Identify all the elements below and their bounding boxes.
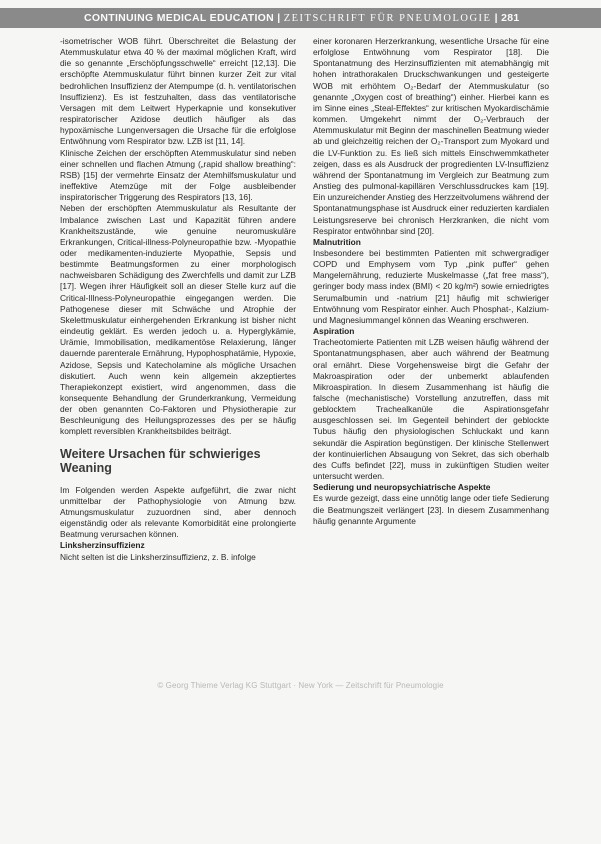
paragraph: einer koronaren Herzerkrankung, wesentliche Ursache für eine erfolglose Entwöhnung vom Respirator [18]. Die Spontanatmung des Herzinsuffizienten mit atemabhängig mit hohen intrathorakalen Druckschwankungen und gesteigerte WOB mit erhöhtem O₂-Bedarf der Atemmuskulatur (so genannte „Oxygen cost of breathing“) einher. Hierbei kann es im Sinne eines „Steal-Effektes“ zur kritischen Myokardischämie kommen. Umgekehrt nimmt der O₂-Verbrauch der Atemmuskulatur mit Beginn der maschinellen Beatmung wieder ab und gleichzeitig reichen der O₂-Transport zum Myokard und die LV-Funktion zu. Es ließ sich mittels Einschwemmkatheter zeigen, dass es als Ausdruck der progredienten LV-Insuffizienz während der Spontanatmung im Vergleich zur Beatmung zum Anstieg des pulmonal-kapillären Verschlussdruckes kam [19]. Ein unzureichender Anstieg des Herzzeitvolumens während der Spontanatmungsphase ist Ausdruck einer reduzierten kardialen Leistungsreserve bei chronisch Herzkranken, die nicht vom Respirator entwöhnbar sind [20].: [313, 36, 549, 236]
paragraph: Tracheotomierte Patienten mit LZB weisen häufig während der Spontanatmungsphasen, aber auch während der Beatmung oral ernährt. Diese Vorgehensweise birgt die Gefahr der Makroaspiration oder der unbemerkt ablaufenden Mikroaspiration. In diesem Zusammenhang ist häufig die falsche (mechanistische) Vorstellung anzutreffen, dass mit geblocktem Trachealkanüle die Aspirationsgefahr ausgeschlossen sei. Im Gegenteil behindert der geblockte Tubus häufig den physiologischen Schluckakt und kann sekundär die Aspiration begünstigen. Der klinische Stellenwert der kontinuierlichen Absaugung von Sekret, das sich oberhalb des Cuffs befindet [22], muss in zukünftigen Studien weiter untersucht werden.: [313, 337, 549, 482]
section-title: Weitere Ursachen für schwieriges Weaning: [60, 446, 261, 475]
paragraph: Neben der erschöpften Atemmuskulatur als Resultante der Imbalance zwischen Last und Kapazität führen andere Krankheitszustände, wie genuine neuromuskuläre Erkrankungen, Critical-illness-Polyneuropathie bzw. -Myopathie oder medikamenten-induzierte Myopathie, Sepsis und bestimmte Beatmungsformen zu einer morphologisch nachweisbaren Schädigung des Zwerchfells und damit zur LZB [17]. Wegen ihrer Häufigkeit soll an dieser Stelle kurz auf die Critical-Illness-Polyneuropathie eingegangen werden. Die Pathogenese dieser mit Schwäche und Atrophie der Skelettmuskulatur einhergehenden Erkrankung ist bisher nicht eindeutig geklärt. Es werden jedoch u. a. Hyperglykämie, Urämie, Immobilisation, medikamentöse Relaxierung, länger dauernde parenterale Ernährung, Hypophosphatämie, Hypoxie, Azidose, Sepsis und Katecholamine als mögliche Ursachen diskutiert. Auch wenn kein allgemein akzeptiertes Therapiekonzept existiert, wird angenommen, dass die konsequente Behandlung der Grunderkrankung, Vermeidung der oben genannten Co-Faktoren und Physiotherapie zur Beschleunigung des Heilungsprozesses des per se häufig komplett reversiblen Krankheitsbildes beiträgt.: [60, 203, 296, 437]
header-separator: |: [277, 12, 281, 24]
subheading-sedierung: Sedierung und neuropsychiatrische Aspekte: [313, 482, 491, 493]
paragraph: Nicht selten ist die Linksherzinsuffizienz, z. B. infolge: [60, 551, 256, 562]
paragraph: Im Folgenden werden Aspekte aufgeführt, die zwar nicht unmittelbar der Pathophysiologie von Atmung bzw. Atmungsmuskulatur zuzuordnen sind, aber dennoch eigenständig oder als relevante Komorbidität eine prolongierte Beatmung verursachen können.: [60, 484, 296, 540]
page-footer: © Georg Thieme Verlag KG Stuttgart · New York — Zeitschrift für Pneumologie: [157, 681, 444, 690]
subheading-aspiration: Aspiration: [313, 326, 355, 337]
subheading-malnutrition: Malnutrition: [313, 236, 361, 247]
subheading-linksherzinsuffizienz: Linksherzinsuffizienz: [60, 540, 145, 551]
left-column: [60, 36, 296, 563]
header-category: CONTINUING MEDICAL EDUCATION: [84, 12, 275, 24]
paragraph: Klinische Zeichen der erschöpften Atemmuskulatur sind neben einer schnellen und flachen Atmung („rapid shallow breathing“: RSB) [15] der vermehrte Einsatz der Atemhilfsmuskulatur und ineffektive Atemzüge mit der Folge ausbleibender inspiratorischer Triggerung des Respirators [13, 16].: [60, 147, 296, 203]
paragraph: Es wurde gezeigt, dass eine unnötig lange oder tiefe Sedierung die Beatmungszeit verlängert [23]. In diesem Zusammenhang häufig genannte Argumente: [313, 493, 549, 526]
running-header: [84, 12, 520, 24]
header-journal: ZEITSCHRIFT FÜR PNEUMOLOGIE: [283, 13, 492, 24]
header-separator-2: |: [494, 12, 498, 24]
page-number: 281: [501, 12, 520, 24]
paragraph: Insbesondere bei bestimmten Patienten mit schwergradiger COPD und Emphysem vom Typ „pink puffer“ gehen Mangelernährung, reduzierte Muskelmasse („fat free mass“), geringer body mass index (BMI) < 20 kg/m²) sowie erniedrigtes Serumalbumin und -natrium [21] häufig mit schwieriger Entwöhnung vom Respirator einher. Auch Phosphat-, Kalzium- und Magnesiummangel können das Weaning erschweren.: [313, 247, 549, 325]
paragraph: -isometrischer WOB führt. Überschreitet die Belastung der Atemmuskulatur etwa 40 % der maximal möglichen Kraft, wird die so genannte „Erschöpfungsschwelle“ erreicht [12,13]. Die erschöpfte Atemmuskulatur führt binnen kurzer Zeit zur vital bedrohlichen Insuffizienz der Atempumpe (d. h. ventilatorischen Insuffizienz). Es ist festzuhalten, dass das ventilatorische Versagen mit dem Leitwert Hyperkapnie und konsekutiver respiratorischer Azidose deutlich häufiger als das hypoxämische Lungenversagen die Ursache für die erfolglose Entwöhnung vom Respirator bzw. LZB ist [11, 14].: [60, 36, 296, 147]
right-column: [313, 36, 549, 527]
